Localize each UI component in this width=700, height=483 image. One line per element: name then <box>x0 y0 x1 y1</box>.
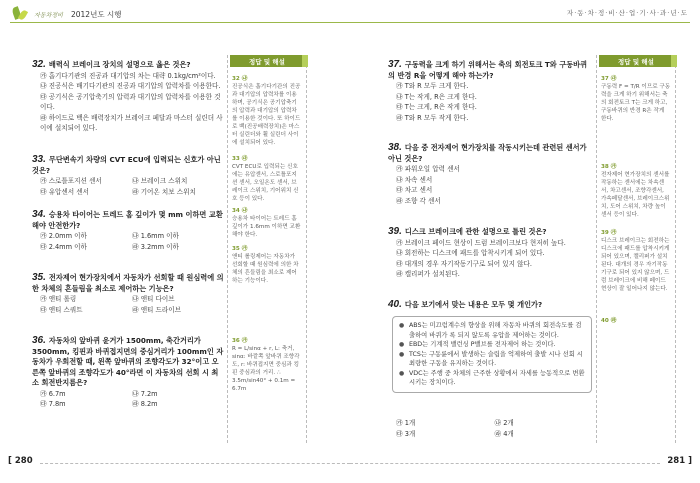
answer-number: 38 ㉮ <box>601 164 617 170</box>
question-number: 38. <box>388 142 402 153</box>
question-title: 구동력을 크게 하기 위해서는 축의 회전토크 T와 구동바퀴의 반경 R을 어떻게 해야 하는가? <box>388 60 588 80</box>
option: ㉱ 4개 <box>494 429 514 438</box>
option: ㉰ 2.4mm 이하 <box>40 242 87 251</box>
page-number: [ 280 <box>8 456 33 466</box>
header-divider <box>10 22 350 23</box>
option: ㉮ 앤티 롤링 <box>40 295 77 303</box>
answer-text: R = L/sinα + r, L: 축거, sinα: 바깥쪽 앞바퀴 조향각도, r: 바퀴접지면 중심과 킹핀 중심과의 거리. ∴ 3.5m/sin40° + 0.1m = 6.7m <box>232 346 300 392</box>
question-title: 다음 보기에서 맞는 내용은 모두 몇 개인가? <box>404 300 543 309</box>
option: ㉮ 6.7m <box>40 389 66 398</box>
option: ㉯ 2개 <box>494 419 514 427</box>
answer-explanation <box>232 337 302 393</box>
answer-number: 35 ㉮ <box>232 246 248 252</box>
option: ㉰ 앤티 스쿼트 <box>40 305 83 314</box>
statement-item: ● ABS는 미끄럼계수의 향상을 위해 자동차 바퀴의 회전속도를 검출하여 바퀴가 록 되지 않도록 유압을 제어하는 것이다. <box>399 321 585 340</box>
question-number: 33. <box>32 154 46 165</box>
question-34 <box>32 210 224 252</box>
answer-text: CVT ECU로 입력되는 신호에는 유압센서, 스로틀포지션 센서, 오일온도 센서, 브레이크 스위치, 기어위치 신호 등이 있다. <box>232 164 299 202</box>
question-title: 디스크 브레이크에 관한 설명으로 틀린 것은? <box>404 227 547 236</box>
option: ㉰ 3개 <box>396 429 416 438</box>
answer-number: 36 ㉮ <box>232 338 248 344</box>
answer-text: 앤티 롤링제어는 자동차가 선회할 때 원심력에 의한 차체의 흔들림을 최소로 제어하는 기능이다. <box>232 254 299 284</box>
answer-explanation <box>232 245 302 285</box>
question-37 <box>388 60 593 123</box>
statement-item: ● VDC는 주행 중 차체의 근주한 상황에서 자세를 능동적으로 변환시키는 장치이다. <box>399 369 585 388</box>
option: ㉱ T와 R 모두 작게 한다. <box>396 113 469 122</box>
option: ㉮ 2.0mm 이하 <box>40 232 87 240</box>
option: ㉱ 3.2mm 이하 <box>132 242 179 251</box>
answer-text: 전자제어 현가장치의 센서를 작동하는 센서에는 차속센서, 차고센서, 조향각센서, 가속페달센서, 브레이크스위치, 도어 스위치, 차량 높이 센서 등이 있다. <box>601 172 670 218</box>
statement-box <box>392 316 592 393</box>
right-page <box>350 0 700 483</box>
header-title: 자·동·차·정·비·산·업·기·사·과·년·도 <box>566 9 688 17</box>
option: ㉱ 캘리퍼가 설치된다. <box>396 270 460 278</box>
statement-item: ● TCS는 구동륜에서 발생하는 슬립을 억제하여 출발 시나 선회 시 최량한 구동을 유지하는 것이다. <box>399 350 585 369</box>
answer-number: 34 ㉯ <box>232 208 248 214</box>
answer-explanation <box>601 75 671 123</box>
answer-sidebar-heading: 정답 및 해설 <box>599 55 673 67</box>
footer-divider <box>350 463 660 464</box>
answer-text: 디스크 브레이크는 회전하는 디스크에 패드를 압착시키게 되어 있으며, 캘리퍼가 설치된다. 대개의 경우 자기작동기구로 되어 있지 않으며, 드럼 브레이크에 비해 페이드 현상이 잘 일어나지 않는다. <box>601 238 670 292</box>
question-39 <box>388 227 593 280</box>
option: ㉯ 진공식은 배기다기관의 진공과 대기압의 압력차를 이용한다. <box>40 82 221 90</box>
question-number: 36. <box>32 335 46 346</box>
option: ㉯ 차속 센서 <box>396 175 433 184</box>
answer-explanation <box>232 75 302 147</box>
option: ㉮ T와 R 모두 크게 한다. <box>396 82 469 90</box>
question-title: 다음 중 전자제어 현가장치를 작동시키는데 관련된 센서가 아닌 것은? <box>388 143 587 163</box>
question-40-options <box>388 418 593 439</box>
question-number: 40. <box>388 299 402 310</box>
answer-explanation <box>601 317 671 325</box>
question-number: 39. <box>388 226 402 237</box>
option: ㉮ 파워오일 압력 센서 <box>396 165 460 173</box>
answer-sidebar <box>596 55 676 443</box>
question-number: 37. <box>388 59 402 70</box>
option: ㉮ 흡기다기관의 진공과 대기압의 차는 대략 0.1kg/cm²이다. <box>40 71 216 80</box>
header-divider <box>350 22 690 23</box>
question-40 <box>388 300 593 311</box>
option: ㉱ 조향 각 센서 <box>396 196 441 205</box>
answer-explanation <box>601 163 671 219</box>
option: ㉮ 브레이크 페이드 현상이 드럼 브레이크보다 현저히 높다. <box>396 238 566 247</box>
option: ㉯ T는 작게, R은 크게 한다. <box>396 92 477 101</box>
option: ㉰ 공기식은 공기압축기의 압력과 대기압의 압력차를 이용한 것이다. <box>40 92 221 111</box>
answer-explanation <box>601 229 671 293</box>
answer-text: 구동력 F = T/R 이므로 구동력을 크게 하기 위해서는 축의 회전토크 T는 크게 하고, 구동바퀴의 반경 R은 작게 한다. <box>601 84 671 122</box>
question-38 <box>388 143 593 206</box>
answer-text: 승용차 타이어는 트레드 홈 깊이가 1.6mm 이하면 교환해야 한다. <box>232 216 301 238</box>
option: ㉮ 1개 <box>396 419 416 427</box>
option: ㉰ 유압센서 센서 <box>40 187 90 196</box>
logo-leaf-icon <box>10 6 30 22</box>
option: ㉯ 앤티 다이브 <box>132 295 175 303</box>
option: ㉰ T는 크게, R은 작게 한다. <box>396 103 477 111</box>
answer-explanation <box>232 207 302 239</box>
question-36 <box>32 336 224 410</box>
option: ㉱ 하이드로 백은 배력장치가 브레이크 페달과 마스터 실린더 사이에 설치되어 있다. <box>40 113 223 132</box>
answer-explanation <box>232 155 302 203</box>
question-title: 배력식 브레이크 장치의 설명으로 옳은 것은? <box>48 60 191 69</box>
answer-sidebar-heading: 정답 및 해설 <box>230 55 304 67</box>
option: ㉱ 8.2m <box>132 400 158 408</box>
page-number: 281 ] <box>667 456 692 466</box>
option: ㉯ 1.6mm 이하 <box>132 232 179 240</box>
option: ㉱ 앤티 드라이브 <box>132 305 182 314</box>
question-number: 35. <box>32 272 46 283</box>
option: ㉰ 차고 센서 <box>396 186 433 194</box>
answer-number: 32 ㉯ <box>232 76 248 82</box>
option: ㉮ 스로틀포지션 센서 <box>40 177 102 185</box>
option: ㉱ 기어온 치보 스위치 <box>132 187 196 196</box>
question-title: 전자제어 현가장치에서 자동차가 선회할 때 원심력에 의한 차체의 흔들림을 최소로 제어하는 기능은? <box>32 273 224 293</box>
footer-divider <box>40 463 350 464</box>
question-title: 승용차 타이어는 트레드 홈 깊이가 몇 mm 이하면 교환해야 안전한가? <box>32 210 223 230</box>
answer-number: 37 ㉰ <box>601 76 617 82</box>
question-35 <box>32 273 224 315</box>
option: ㉯ 회전하는 디스크에 패드를 압착시키게 되어 있다. <box>396 249 545 257</box>
option: ㉰ 대개의 경우 자기작동기구로 되어 있지 않다. <box>396 259 532 268</box>
answer-number: 39 ㉮ <box>601 230 617 236</box>
question-number: 34. <box>32 209 46 220</box>
header-left <box>10 6 121 22</box>
question-title: 무단변속기 차량의 CVT ECU에 입력되는 신호가 아닌 것은? <box>32 155 221 175</box>
answer-text: 진공식은 흡기다기관의 진공과 대기압의 압력차를 이용하며, 공기식은 공기압축기의 압력과 대기압의 압력차를 이용한 것이다. 또 하이드로 백(진공배력장치)은 마스터 실린더와 휠 실린더 사이에 설치되어 있다. <box>232 84 301 146</box>
question-32 <box>32 60 224 134</box>
question-33 <box>32 155 224 197</box>
answer-sidebar <box>227 55 307 443</box>
question-title: 자동차의 앞바퀴 윤거가 1500mm, 축간거리가 3500mm, 킹핀과 바퀴접지면의 중심거리가 100mm인 자동차가 우회전할 때, 왼쪽 앞바퀴의 조향각도가 32°이고 오른쪽 앞바퀴의 조향각도가 40°라면 이 자동차의 선회 시 최소 회전반지름은? <box>32 336 224 387</box>
option: ㉯ 7.2m <box>132 389 158 398</box>
logo-text: 자동차정비 <box>34 11 63 19</box>
exam-year-label: 2012년도 시행 <box>70 9 122 19</box>
answer-number: 33 ㉰ <box>232 156 248 162</box>
question-number: 32. <box>32 59 46 70</box>
statement-item: ● EBD는 기계적 밸런싱 P밸브를 전자제어 하는 것이다. <box>399 340 585 350</box>
option: ㉰ 7.8m <box>40 400 66 408</box>
answer-number: 40 ㉱ <box>601 318 617 324</box>
option: ㉯ 브레이크 스위치 <box>132 177 188 185</box>
